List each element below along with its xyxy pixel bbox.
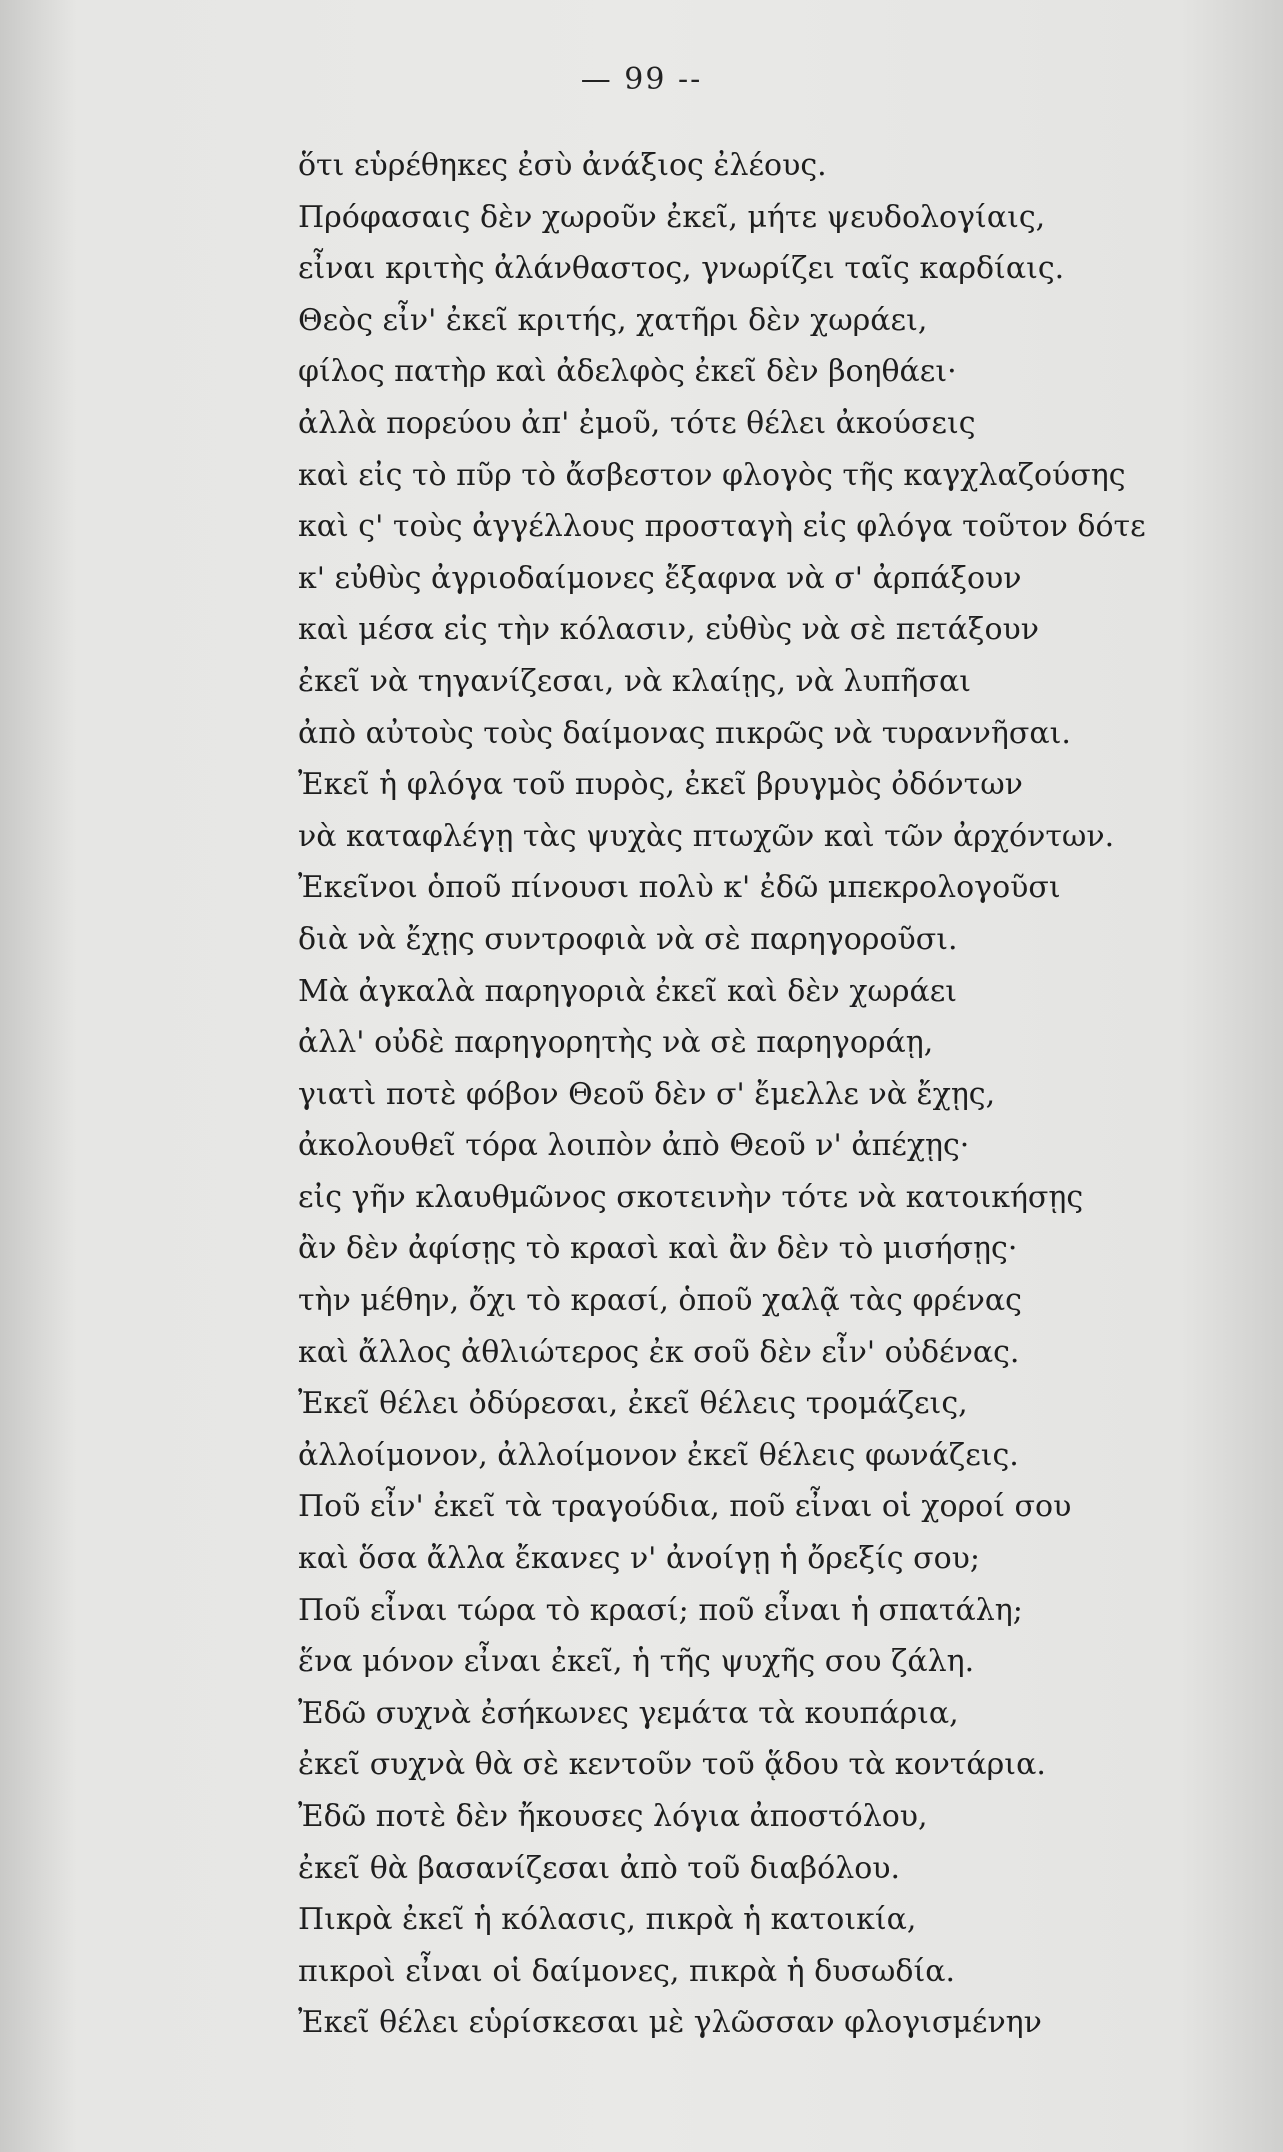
verse-line: καὶ ὅσα ἄλλα ἔκανες ν' ἀνοίγῃ ἡ ὄρεξίς σου; xyxy=(298,1541,980,1577)
verse-line: φίλος πατὴρ καὶ ἀδελφὸς ἐκεῖ δὲν βοηθάει· xyxy=(298,354,957,390)
verse-line: ἕνα μόνον εἶναι ἐκεῖ, ἡ τῆς ψυχῆς σου ζάλη. xyxy=(298,1644,975,1680)
verse-line: γιατὶ ποτὲ φόβον Θεοῦ δὲν σ' ἔμελλε νὰ ἔχῃς, xyxy=(298,1076,996,1112)
verse-line: ἀλλοίμονον, ἀλλοίμονον ἐκεῖ θέλεις φωνάζεις. xyxy=(298,1437,1019,1473)
verse-line: Πικρὰ ἐκεῖ ἡ κόλασις, πικρὰ ἡ κατοικία, xyxy=(298,1902,917,1938)
verse-line: νὰ καταφλέγῃ τὰς ψυχὰς πτωχῶν καὶ τῶν ἀρχόντων. xyxy=(298,818,1115,854)
verse-line: ἀλλὰ πορεύου ἀπ' ἐμοῦ, τότε θέλει ἀκούσεις xyxy=(298,405,976,441)
verse-line: κ' εὐθὺς ἀγριοδαίμονες ἔξαφνα νὰ σ' ἀρπάξουν xyxy=(298,560,1022,596)
verse-line: Θεὸς εἶν' ἐκεῖ κριτής, χατῆρι δὲν χωράει, xyxy=(298,302,928,338)
verse-line: τὴν μέθην, ὄχι τὸ κρασί, ὁποῦ χαλᾷ τὰς φρένας xyxy=(298,1283,1022,1319)
verse-line: Ἐκεῖ θέλει εὑρίσκεσαι μὲ γλῶσσαν φλογισμένην xyxy=(298,2005,1042,2041)
verse-line: ἐκεῖ νὰ τηγανίζεσαι, νὰ κλαίῃς, νὰ λυπῆσαι xyxy=(298,663,971,699)
verse-line: καὶ μέσα εἰς τὴν κόλασιν, εὐθὺς νὰ σὲ πετάξουν xyxy=(298,612,1039,648)
page-number: — 99 -- xyxy=(580,62,703,97)
verse-line: ἀκολουθεῖ τόρα λοιπὸν ἀπὸ Θεοῦ ν' ἀπέχῃς· xyxy=(298,1128,970,1164)
verse-line: καὶ ἄλλος ἀθλιώτερος ἐκ σοῦ δὲν εἶν' οὐδένας. xyxy=(298,1334,1020,1370)
verse-line: εἰς γῆν κλαυθμῶνος σκοτεινὴν τότε νὰ κατοικήσῃς xyxy=(298,1179,1084,1215)
poem-text xyxy=(298,140,1258,2049)
verse-line: Ἐκεῖνοι ὁποῦ πίνουσι πολὺ κ' ἐδῶ μπεκρολογοῦσι xyxy=(298,870,1061,906)
verse-line: πικροὶ εἶναι οἱ δαίμονες, πικρὰ ἡ δυσωδία. xyxy=(298,1953,956,1989)
verse-line: Πρόφασαις δὲν χωροῦν ἐκεῖ, μήτε ψευδολογίαις, xyxy=(298,199,1046,235)
verse-line: ὅτι εὑρέθηκες ἐσὺ ἀνάξιος ἐλέους. xyxy=(298,148,827,183)
verse-line: διὰ νὰ ἔχῃς συντροφιὰ νὰ σὲ παρηγοροῦσι. xyxy=(298,921,958,957)
verse-line: Ἐκεῖ ἡ φλόγα τοῦ πυρὸς, ἐκεῖ βρυγμὸς ὀδόντων xyxy=(298,767,1023,803)
verse-line: Μὰ ἀγκαλὰ παρηγοριὰ ἐκεῖ καὶ δὲν χωράει xyxy=(298,973,958,1009)
verse-line: καὶ εἰς τὸ πῦρ τὸ ἄσβεστον φλογὸς τῆς καγχλαζούσης xyxy=(298,457,1126,493)
verse-line: Ποῦ εἶναι τώρα τὸ κρασί; ποῦ εἶναι ἡ σπατάλη; xyxy=(298,1592,1023,1628)
verse-line: Ποῦ εἶν' ἐκεῖ τὰ τραγούδια, ποῦ εἶναι οἱ χοροί σου xyxy=(298,1489,1072,1525)
verse-line: καὶ ς' τοὺς ἀγγέλλους προσταγὴ εἰς φλόγα τοῦτον δότε xyxy=(298,509,1146,545)
verse-line: Ἐδῶ ποτὲ δὲν ἤκουσες λόγια ἀποστόλου, xyxy=(298,1799,928,1834)
verse-line: εἶναι κριτὴς ἀλάνθαστος, γνωρίζει ταῖς καρδίαις. xyxy=(298,251,1065,287)
verse-line: ἀπὸ αὐτοὺς τοὺς δαίμονας πικρῶς νὰ τυραννῆσαι. xyxy=(298,715,1071,751)
verse-line: ἐκεῖ θὰ βασανίζεσαι ἀπὸ τοῦ διαβόλου. xyxy=(298,1850,901,1886)
verse-line: ἐκεῖ συχνὰ θὰ σὲ κεντοῦν τοῦ ᾅδου τὰ κοντάρια. xyxy=(298,1747,1046,1783)
verse-line: Ἐδῶ συχνὰ ἐσήκωνες γεμάτα τὰ κουπάρια, xyxy=(298,1695,959,1731)
verse-line: Ἐκεῖ θέλει ὀδύρεσαι, ἐκεῖ θέλεις τρομάζεις, xyxy=(298,1386,968,1422)
verse-line: ἂν δὲν ἀφίσῃς τὸ κρασὶ καὶ ἂν δὲν τὸ μισήσῃς· xyxy=(298,1231,1018,1267)
verse-line: ἀλλ' οὐδὲ παρηγορητὴς νὰ σὲ παρηγοράῃ, xyxy=(298,1025,934,1061)
